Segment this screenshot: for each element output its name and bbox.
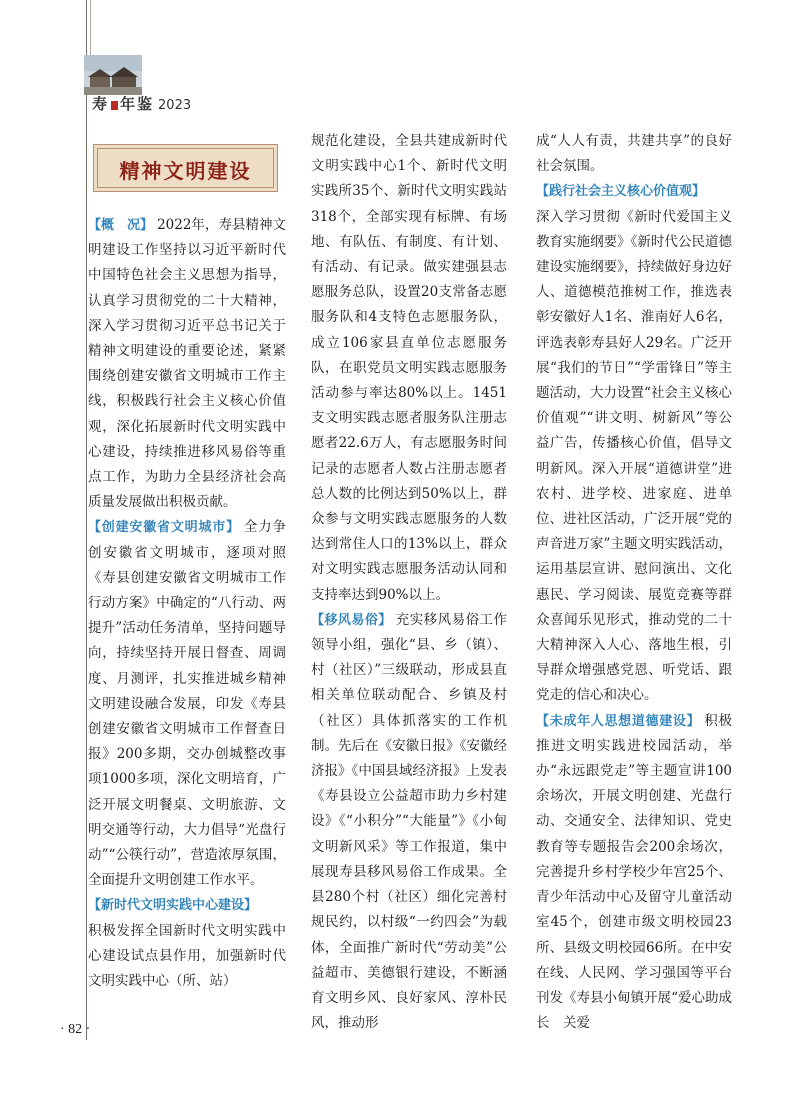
section-title: 精神文明建设 <box>119 159 252 183</box>
text-customs-cont: 成“人人有责，共建共享”的良好社会氛围。 <box>536 133 732 175</box>
text-core-values: 深入学习贯彻《新时代爱国主义教育实施纲要》《新时代公民道德建设实施纲要》，持续做好身边好人、道德模范推树工作，推选表彰安徽好人1名、淮南好人6名，评选表彰寿县好人29名。广泛开展“我们的节日”“学雷锋日”等主题活动，大力设置“社会主义核心价值观”“讲文明、树新风”等公益广告，传播核心价值，倡导文明新风。深入开展“道德讲堂”进农村、进学校、进家庭、进单位、进社区活动，广泛开展“党的声音进万家”主题文明实践活动，运用基层宣讲、慰问演出、文化惠民、学习阅读、展览竞赛等群众喜闻乐见形式，推动党的二十大精神深入人心、落地生根，引导群众增强感党恩、听党话、跟党走的信心和决心。 <box>536 208 732 704</box>
yearbook-brand-2: 年鉴 <box>120 95 155 113</box>
heading-overview: 【概 况】 <box>88 218 154 233</box>
paragraph-practice-center <box>88 893 286 994</box>
yearbook-brand: 寿 <box>92 95 110 113</box>
column-1 <box>88 213 286 994</box>
header-landscape-image <box>84 55 142 95</box>
page-number: · 82 · <box>60 1022 91 1037</box>
yearbook-year: 2023 <box>158 98 192 113</box>
heading-customs: 【移风易俗】 <box>311 612 392 628</box>
running-header <box>92 93 191 114</box>
text-civilized-city: 全力争创安徽省文明城市，逐项对照《寿县创建安徽省文明城市工作行动方案》中确定的“八行动、两提升”活动任务清单，坚持问题导向，持续坚持开展日督查、周调度、月测评，扎实推进城乡精神文明建设融合发展，印发《寿县创建安徽省文明城市工作督查日报》200多期，交办创城整改事项1000多项，深化文明培育，广泛开展文明餐桌、文明旅游、文明交通等行动，大力倡导“光盘行动”“公筷行动”，营造浓厚氛围，全面提升文明创建工作水平。 <box>88 519 286 889</box>
column-2 <box>311 129 507 1036</box>
paragraph-customs <box>311 608 507 1036</box>
text-practice-center-cont: 规范化建设，全县共建成新时代文明实践中心1个、新时代文明实践所35个、新时代文明实践站318个，全部实现有标牌、有场地、有队伍、有制度、有计划、有活动、有记录。做实建强县志愿服务总队，设置20支常备志愿服务队和4支特色志愿服务队，成立106家县直单位志愿服务队，在职党员文明实践志愿服务活动参与率达80%以上。1451支文明实践志愿者服务队注册志愿者22.6万人，有志愿服务时间记录的志愿者人数占注册志愿者总人数的比例达到50%以上，群众参与文明实践志愿服务的人数达到常住人口的13%以上，群众对文明实践志愿服务活动认同和支持率达到90%以上。 <box>311 133 507 603</box>
text-practice-center: 积极发挥全国新时代文明实践中心建设试点县作用，加强新时代文明实践中心（所、站） <box>88 922 286 990</box>
section-title-box <box>93 144 278 192</box>
heading-core-values: 【践行社会主义核心价值观】 <box>536 184 706 200</box>
text-customs: 充实移风易俗工作领导小组，强化“县、乡（镇）、村（社区）”三级联动，形成县直相关单位联动配合、乡镇及村（社区）具体抓落实的工作机制。先后在《安徽日报》《安徽经济报》《中国县域经济报》上发表《寿县设立公益超市助力乡村建设》《“小积分”“大能量”》《小甸文明新风采》等工作报道，集中展现寿县移风易俗工作成果。全县280个村（社区）细化完善村规民约，以村级“一约四会”为载体，全面推广新时代“劳动美”公益超市、美德银行建设，不断涵育文明乡风、良好家风、淳朴民风，推动形 <box>311 611 507 1032</box>
column-3 <box>536 129 732 1036</box>
heading-minors: 【未成年人思想道德建设】 <box>536 713 701 729</box>
text-overview: 2022年，寿县精神文明建设工作坚持以习近平新时代中国特色社会主义思想为指导，认真学习贯彻党的二十大精神，深入学习贯彻习近平总书记关于精神文明建设的重要论述，紧紧围绕创建安徽省文明城市工作主线，积极践行社会主义核心价值观，深化拓展新时代文明实践中心建设，持续推进移风易俗等重点工作，为助力全县经济社会高质量发展做出积极贡献。 <box>88 217 286 511</box>
paragraph-customs-cont <box>536 129 732 179</box>
paragraph-minors <box>536 709 732 1037</box>
paragraph-practice-center-cont <box>311 129 507 608</box>
margin-rule <box>86 0 87 1040</box>
heading-practice-center: 【新时代文明实践中心建设】 <box>88 898 258 914</box>
heading-civilized-city: 【创建安徽省文明城市】 <box>88 520 240 536</box>
paragraph-core-values <box>536 179 732 708</box>
paragraph-overview <box>88 213 286 515</box>
text-minors: 积极推进文明实践进校园活动，举办“永远跟党走”等主题宣讲100余场次，开展文明创建、光盘行动、交通安全、法律知识、党史教育等专题报告会200余场次，完善提升乡村学校少年宫25个、青少年活动中心及留守儿童活动室45个，创建市级文明校园23所、县级文明校园66所。在中安在线、人民网、学习强国等平台刊发《寿县小甸镇开展“爱心助成长 关爱 <box>536 712 732 1032</box>
seal-mark <box>111 101 118 110</box>
paragraph-civilized-city <box>88 515 286 893</box>
